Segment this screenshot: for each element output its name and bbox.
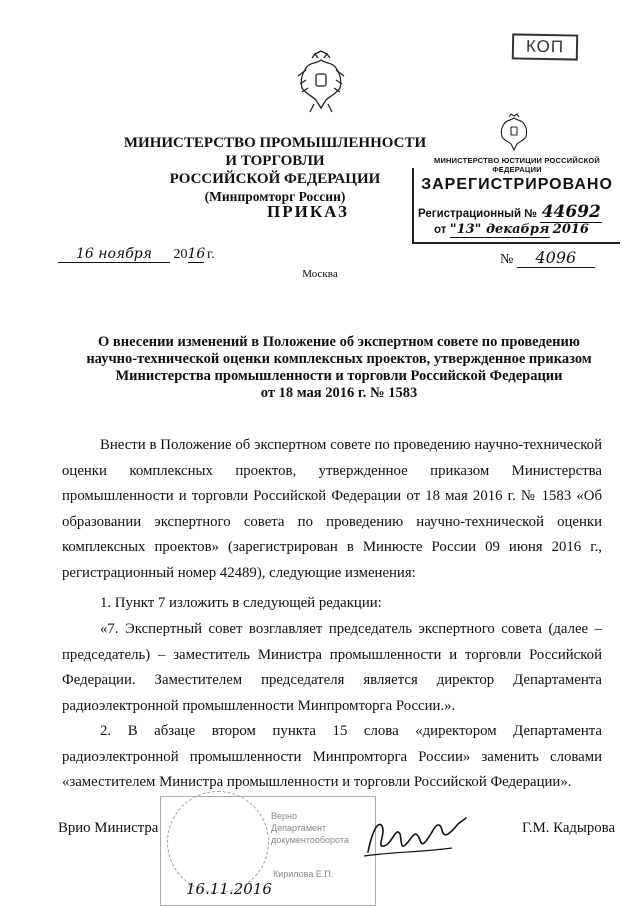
registration-stamp xyxy=(412,112,622,244)
approval-stamp-line4: Кирилова Е.П. xyxy=(273,869,334,879)
approval-stamp-line3: документооборота xyxy=(271,835,349,845)
registration-ministry: МИНИСТЕРСТВО ЮСТИЦИИ РОССИЙСКОЙ ФЕДЕРАЦИИ xyxy=(434,156,600,174)
body-paragraph-intro: Внести в Положение об экспертном совете по проведению научно-технической оценки комплексных проектов, утвержденное приказом Министерства промышленности и торговли Российской Федерации от 18 мая 2016 г. № 1583 «Об образовании экспертного совета по проведению научно-технической оценки комплексных проектов» (зарегистрирован в Минюсте России 09 июня 2016 г., регистрационный номер 42489), следующие изменения: xyxy=(62,437,602,581)
order-number-label: № xyxy=(500,252,514,267)
registration-title: ЗАРЕГИСТРИРОВАНО xyxy=(421,176,613,193)
approval-seal-ring xyxy=(167,791,269,893)
ministry-short-name: (Минпромторг России) xyxy=(204,189,346,204)
place-of-issue: Москва xyxy=(302,268,338,280)
order-date-year-hand: 16 xyxy=(187,246,206,262)
order-date-day-month: 16 ноября xyxy=(58,246,170,263)
heading-line1: О внесении изменений в Положение об экспертном совете по проведению xyxy=(98,334,580,350)
registration-date-value: "13" декабря xyxy=(449,222,550,237)
order-date-year-prefix: 20 xyxy=(173,247,188,262)
order-subject-heading xyxy=(56,334,622,402)
ministry-header xyxy=(120,134,430,206)
registration-date-label: от xyxy=(434,224,447,236)
document-type-title: ПРИКАЗ xyxy=(267,202,349,221)
order-date-year-suffix: г. xyxy=(207,247,215,262)
registration-number-value: 44692 xyxy=(541,202,601,222)
body-paragraph-item1: 1. Пункт 7 изложить в следующей редакции: xyxy=(100,595,382,611)
ministry-name-line2: РОССИЙСКОЙ ФЕДЕРАЦИИ xyxy=(169,171,381,187)
ministry-name-line1: МИНИСТЕРСТВО ПРОМЫШЛЕННОСТИ И ТОРГОВЛИ xyxy=(123,135,427,169)
heading-line3: Министерства промышленности и торговли Российской Федерации xyxy=(115,368,563,384)
heading-line2: научно-технической оценки комплексных проектов, утвержденное приказом xyxy=(86,351,592,367)
handwritten-signature xyxy=(362,812,472,862)
registration-number xyxy=(418,202,602,223)
approval-stamp-line1: Верно xyxy=(271,811,297,821)
state-emblem-icon xyxy=(288,50,354,116)
signatory-name: Г.М. Кадырова xyxy=(522,820,616,836)
registration-number-label: Регистрационный № xyxy=(418,208,538,220)
signatory-role: Врио Министра xyxy=(58,820,159,836)
registration-date xyxy=(434,222,589,238)
state-emblem-small-icon xyxy=(494,112,534,154)
heading-line4: от 18 мая 2016 г. № 1583 xyxy=(260,385,418,401)
order-date xyxy=(58,246,215,263)
body-paragraph-item1-text: «7. Экспертный совет возглавляет председатель экспертного совета (далее – председатель) – заместитель Министра промышленности и торговли Российской Федерации. Заместителем председателя является директор Департамента радиоэлектронной промышленности Минпромторга России.». xyxy=(62,621,602,714)
approval-stamp-line2: Департамент xyxy=(271,823,327,833)
approval-stamp-date: 16.11.2016 xyxy=(186,880,272,898)
registration-year-value: 2016 xyxy=(552,222,589,237)
order-number xyxy=(500,248,595,268)
copy-stamp: КОП xyxy=(512,33,578,60)
order-number-value: 4096 xyxy=(517,248,595,268)
body-paragraph-item2: 2. В абзаце втором пункта 15 слова «директором Департамента радиоэлектронной промышленности Минпромторга России» заменить словами «заместителем Министра промышленности и торговли Российской Федерации». xyxy=(62,723,602,790)
